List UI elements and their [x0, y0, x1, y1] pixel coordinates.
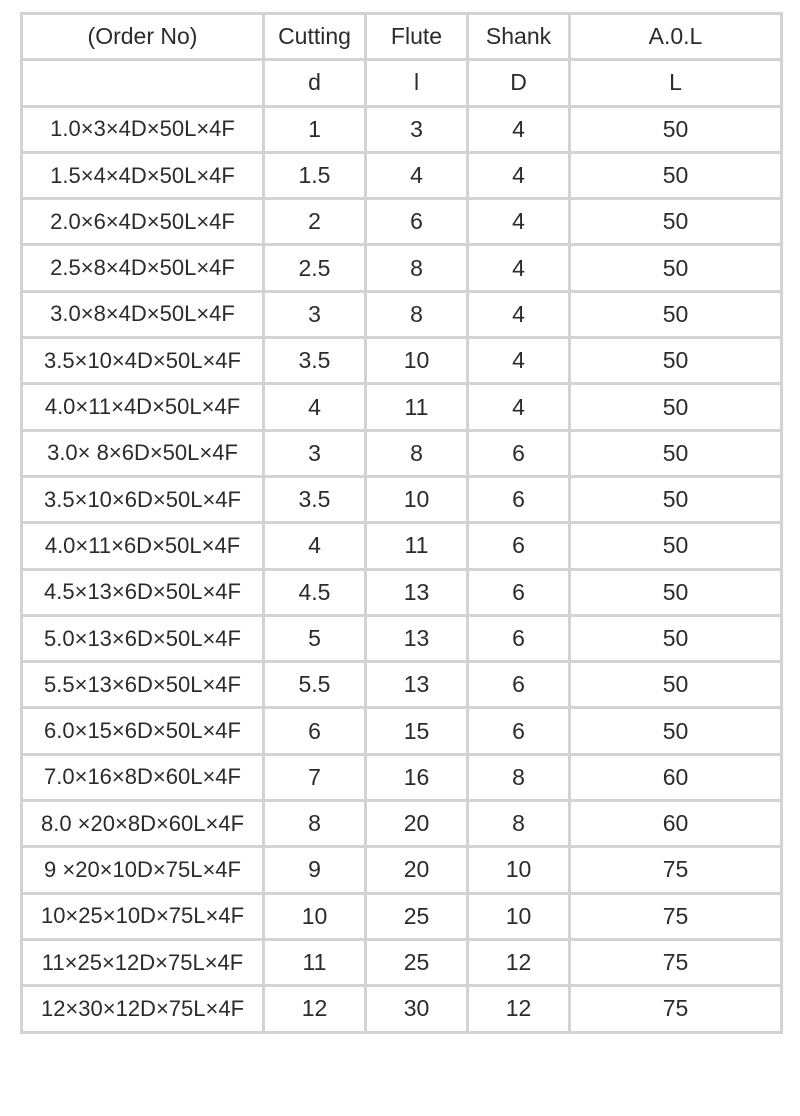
- order-no-cell: 4.0×11×4D×50L×4F: [22, 384, 264, 430]
- length-cell: 50: [570, 199, 782, 245]
- order-no-cell: 3.5×10×4D×50L×4F: [22, 338, 264, 384]
- subheader-order-no: [22, 60, 264, 106]
- flute-cell: 4: [366, 152, 468, 198]
- cutting-cell: 9: [264, 847, 366, 893]
- length-cell: 50: [570, 476, 782, 522]
- cutting-cell: 8: [264, 801, 366, 847]
- cutting-cell: 6: [264, 708, 366, 754]
- length-cell: 50: [570, 523, 782, 569]
- cutting-cell: 5: [264, 615, 366, 661]
- order-no-cell: 3.5×10×6D×50L×4F: [22, 476, 264, 522]
- flute-cell: 8: [366, 291, 468, 337]
- shank-cell: 4: [468, 199, 570, 245]
- table-row: [22, 893, 782, 939]
- length-cell: 50: [570, 662, 782, 708]
- flute-cell: 13: [366, 662, 468, 708]
- order-no-cell: 3.0× 8×6D×50L×4F: [22, 430, 264, 476]
- header-flute: Flute: [366, 14, 468, 60]
- shank-cell: 6: [468, 662, 570, 708]
- order-no-cell: 4.0×11×6D×50L×4F: [22, 523, 264, 569]
- length-cell: 50: [570, 245, 782, 291]
- table-row: [22, 338, 782, 384]
- flute-cell: 6: [366, 199, 468, 245]
- flute-cell: 11: [366, 384, 468, 430]
- length-cell: 50: [570, 569, 782, 615]
- order-no-cell: 11×25×12D×75L×4F: [22, 939, 264, 985]
- table-row: [22, 708, 782, 754]
- cutting-cell: 7: [264, 754, 366, 800]
- cutting-cell: 3: [264, 430, 366, 476]
- cutting-cell: 12: [264, 986, 366, 1032]
- length-cell: 60: [570, 801, 782, 847]
- flute-cell: 8: [366, 430, 468, 476]
- shank-cell: 10: [468, 847, 570, 893]
- order-no-cell: 3.0×8×4D×50L×4F: [22, 291, 264, 337]
- flute-cell: 13: [366, 615, 468, 661]
- table-row: [22, 430, 782, 476]
- length-cell: 50: [570, 384, 782, 430]
- flute-cell: 10: [366, 476, 468, 522]
- flute-cell: 11: [366, 523, 468, 569]
- cutting-cell: 3.5: [264, 476, 366, 522]
- table-row: [22, 523, 782, 569]
- flute-cell: 20: [366, 801, 468, 847]
- shank-cell: 12: [468, 939, 570, 985]
- order-no-cell: 4.5×13×6D×50L×4F: [22, 569, 264, 615]
- order-no-cell: 8.0 ×20×8D×60L×4F: [22, 801, 264, 847]
- table-row: [22, 384, 782, 430]
- subheader-shank-symbol: D: [468, 60, 570, 106]
- table-row: [22, 106, 782, 152]
- cutting-cell: 4.5: [264, 569, 366, 615]
- cutting-cell: 10: [264, 893, 366, 939]
- flute-cell: 25: [366, 893, 468, 939]
- table-row: [22, 662, 782, 708]
- order-no-cell: 2.0×6×4D×50L×4F: [22, 199, 264, 245]
- cutting-cell: 2.5: [264, 245, 366, 291]
- table-row: [22, 476, 782, 522]
- cutting-cell: 2: [264, 199, 366, 245]
- length-cell: 60: [570, 754, 782, 800]
- subheader-row: [22, 60, 782, 106]
- length-cell: 50: [570, 152, 782, 198]
- subheader-cutting-symbol: d: [264, 60, 366, 106]
- table-row: [22, 801, 782, 847]
- table-row: [22, 615, 782, 661]
- length-cell: 50: [570, 430, 782, 476]
- order-no-cell: 7.0×16×8D×60L×4F: [22, 754, 264, 800]
- table-row: [22, 847, 782, 893]
- shank-cell: 10: [468, 893, 570, 939]
- cutting-cell: 1.5: [264, 152, 366, 198]
- flute-cell: 13: [366, 569, 468, 615]
- cutting-cell: 4: [264, 384, 366, 430]
- order-no-cell: 6.0×15×6D×50L×4F: [22, 708, 264, 754]
- flute-cell: 3: [366, 106, 468, 152]
- flute-cell: 10: [366, 338, 468, 384]
- shank-cell: 12: [468, 986, 570, 1032]
- table-row: [22, 245, 782, 291]
- order-no-cell: 9 ×20×10D×75L×4F: [22, 847, 264, 893]
- cutting-cell: 5.5: [264, 662, 366, 708]
- shank-cell: 6: [468, 476, 570, 522]
- length-cell: 50: [570, 291, 782, 337]
- table-body: [22, 14, 782, 1033]
- shank-cell: 8: [468, 801, 570, 847]
- cutting-cell: 1: [264, 106, 366, 152]
- header-shank: Shank: [468, 14, 570, 60]
- order-no-cell: 1.0×3×4D×50L×4F: [22, 106, 264, 152]
- header-cutting: Cutting: [264, 14, 366, 60]
- header-overall-length: A.0.L: [570, 14, 782, 60]
- shank-cell: 4: [468, 338, 570, 384]
- length-cell: 75: [570, 986, 782, 1032]
- order-no-cell: 12×30×12D×75L×4F: [22, 986, 264, 1032]
- table-row: [22, 199, 782, 245]
- shank-cell: 4: [468, 245, 570, 291]
- shank-cell: 4: [468, 384, 570, 430]
- shank-cell: 6: [468, 569, 570, 615]
- cutting-cell: 4: [264, 523, 366, 569]
- shank-cell: 6: [468, 523, 570, 569]
- table-row: [22, 986, 782, 1032]
- table-row: [22, 754, 782, 800]
- shank-cell: 4: [468, 152, 570, 198]
- order-no-cell: 5.0×13×6D×50L×4F: [22, 615, 264, 661]
- header-row: [22, 14, 782, 60]
- header-order-no: (Order No): [22, 14, 264, 60]
- flute-cell: 30: [366, 986, 468, 1032]
- order-no-cell: 5.5×13×6D×50L×4F: [22, 662, 264, 708]
- table-row: [22, 291, 782, 337]
- length-cell: 75: [570, 893, 782, 939]
- length-cell: 50: [570, 708, 782, 754]
- flute-cell: 16: [366, 754, 468, 800]
- subheader-length-symbol: L: [570, 60, 782, 106]
- shank-cell: 6: [468, 708, 570, 754]
- flute-cell: 15: [366, 708, 468, 754]
- length-cell: 50: [570, 615, 782, 661]
- shank-cell: 8: [468, 754, 570, 800]
- length-cell: 75: [570, 847, 782, 893]
- length-cell: 50: [570, 106, 782, 152]
- order-no-cell: 10×25×10D×75L×4F: [22, 893, 264, 939]
- order-no-cell: 2.5×8×4D×50L×4F: [22, 245, 264, 291]
- shank-cell: 4: [468, 106, 570, 152]
- shank-cell: 6: [468, 430, 570, 476]
- flute-cell: 25: [366, 939, 468, 985]
- cutting-cell: 11: [264, 939, 366, 985]
- subheader-flute-symbol: l: [366, 60, 468, 106]
- table-row: [22, 152, 782, 198]
- flute-cell: 8: [366, 245, 468, 291]
- order-no-cell: 1.5×4×4D×50L×4F: [22, 152, 264, 198]
- flute-cell: 20: [366, 847, 468, 893]
- length-cell: 50: [570, 338, 782, 384]
- shank-cell: 6: [468, 615, 570, 661]
- length-cell: 75: [570, 939, 782, 985]
- table-row: [22, 569, 782, 615]
- cutting-cell: 3.5: [264, 338, 366, 384]
- shank-cell: 4: [468, 291, 570, 337]
- cutting-cell: 3: [264, 291, 366, 337]
- table-row: [22, 939, 782, 985]
- spec-table: [20, 12, 783, 1034]
